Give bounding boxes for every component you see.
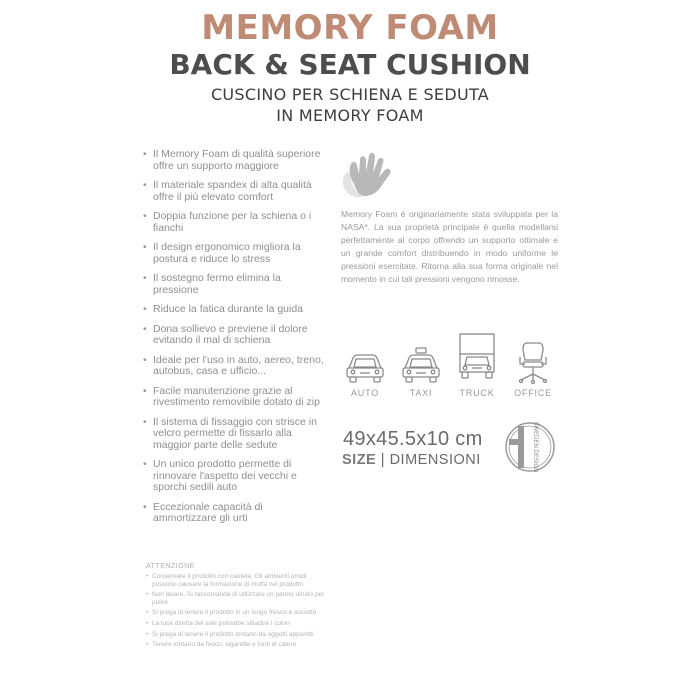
attention-item: • Si prega di tenere il prodotto lontano da oggetti appuntiti <box>146 631 326 639</box>
usage-icons <box>343 328 558 400</box>
usage-label: AUTO <box>350 388 380 398</box>
size-separator: | <box>376 452 390 468</box>
size-label <box>342 452 481 468</box>
feature-list <box>143 149 328 533</box>
attention-item: • La luce diretta del sole potrebbe sbiadire i colori <box>146 620 326 628</box>
usage-label: TAXI <box>409 388 433 398</box>
attention-item: • Non lavare. Si raccomanda di utilizzare un panno umido per pulire <box>146 591 326 606</box>
usage-label: OFFICE <box>514 388 552 398</box>
usage-truck <box>455 328 499 400</box>
product-subtitle: BACK & SEAT CUSHION <box>169 48 531 81</box>
usage-label: TRUCK <box>459 388 495 398</box>
usage-office <box>511 328 555 400</box>
truck-icon <box>457 332 497 384</box>
feature-item: • Il sistema di fissaggio con strisce in velcro permette di fissarlo alla maggior parte delle sedute <box>143 417 328 452</box>
attention-title: ATTENZIONE <box>146 563 195 570</box>
feature-item: • Il Memory Foam di qualità superiore offre un supporto maggiore <box>143 149 328 172</box>
feature-item: • Eccezionale capacità di ammortizzare gli urti <box>143 502 328 525</box>
italian-title-line2: IN MEMORY FOAM <box>276 106 424 125</box>
feature-item: • Un unico prodotto permette di rinnovare l'aspetto dei vecchi e sporchi sedili auto <box>143 459 328 494</box>
size-value: 49x45.5x10 cm <box>343 428 483 450</box>
handprint-icon <box>340 150 400 205</box>
taxi-icon <box>401 346 441 384</box>
feature-item: • Facile manutenzione grazie al rivestimento removibile dotato di zip <box>143 386 328 409</box>
feature-item: • Il design ergonomico migliora la postura e riduce lo stress <box>143 242 328 265</box>
product-title: MEMORY FOAM <box>201 8 499 48</box>
feature-item: • Riduce la fatica durante la guida <box>143 304 328 316</box>
feature-item: • Ideale per l'uso in auto, aereo, treno, autobus, casa e ufficio... <box>143 355 328 378</box>
usage-taxi <box>399 328 443 400</box>
sweden-design-badge <box>504 421 556 473</box>
attention-item: • Tenere lontano da fuoco, sigarette e fonti di calore <box>146 641 326 649</box>
feature-item: • Il sostegno fermo elimina la pressione <box>143 273 328 296</box>
feature-item: • Doppia funzione per la schiena o i fianchi <box>143 211 328 234</box>
attention-item: • Si prega di tenere il prodotto in un luogo fresco e asciutto <box>146 609 326 617</box>
car-icon <box>345 350 385 384</box>
attention-item: • Conservare il prodotto con cautela. Gli ambienti umidi possono causare la formazione di muffa nel prodotto <box>146 573 326 588</box>
office-chair-icon <box>513 340 553 384</box>
feature-item: • Il materiale spandex di alta qualità offre il più elevato comfort <box>143 180 328 203</box>
memory-foam-description: Memory Foam è originariamente stata sviluppata per la NASA*. La sua proprietà principale è quella modellarsi perfettamente al corpo offrendo un supporto ottimale e un grande comfort distribuendo in modo uniforme le pressioni esercitate. Ritorna alla sua forma originale nel momento in cui tali pressioni vengono rimosse. <box>341 209 558 285</box>
attention-section <box>146 563 326 652</box>
size-label-en: SIZE <box>342 452 377 468</box>
feature-item: • Dona sollievo e previene il dolore evitando il mal di schiena <box>143 324 328 347</box>
italian-title-line1: CUSCINO PER SCHIENA E SEDUTA <box>210 85 490 104</box>
badge-text: SWEDEN DESIGN <box>532 421 538 473</box>
usage-auto <box>343 328 387 400</box>
size-label-it: DIMENSIONI <box>389 452 481 468</box>
